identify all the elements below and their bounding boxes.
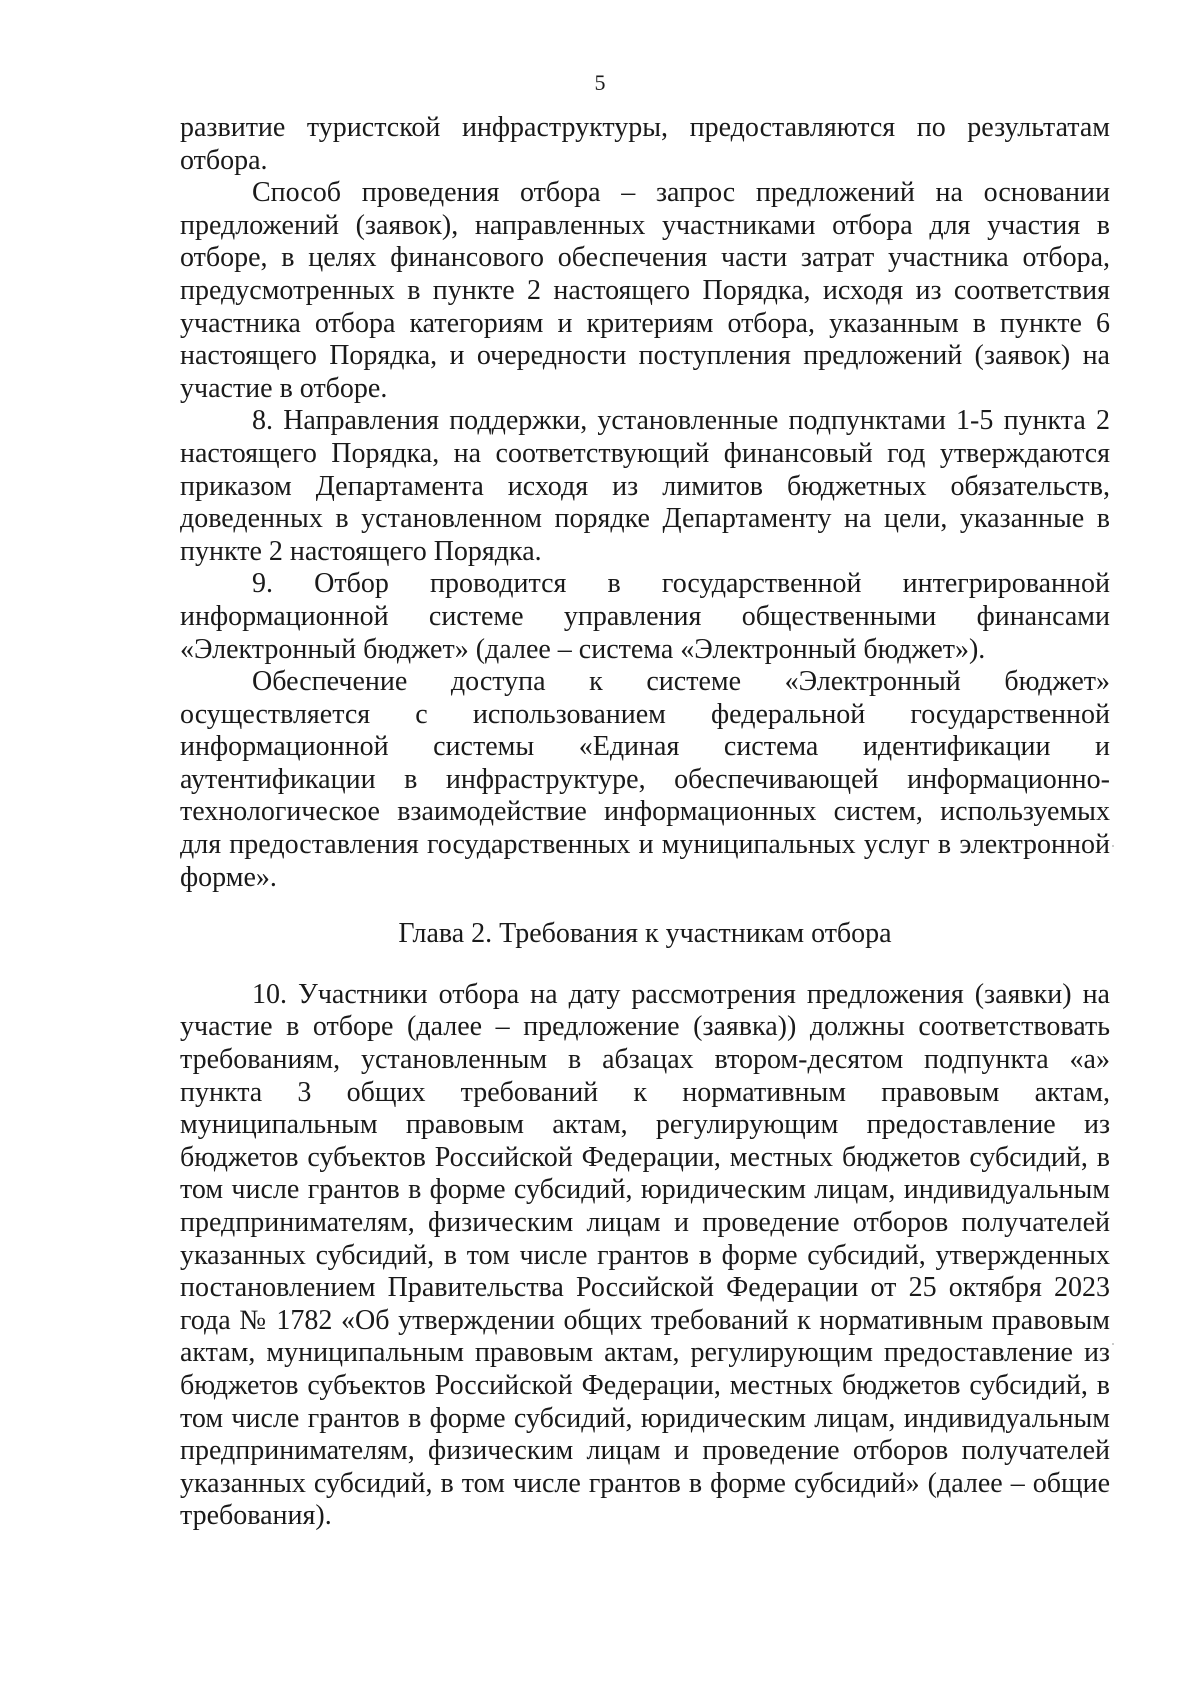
chapter-heading: Глава 2. Требования к участникам отбора xyxy=(398,918,892,950)
document-body xyxy=(180,112,1110,1533)
page-number: 5 xyxy=(594,70,606,95)
scan-speck xyxy=(1112,1343,1114,1345)
paragraph-access: Обеспечение доступа к системе «Электронный бюджет» осуществляется с использованием федеральной государственной информационной системы «Единая система идентификации и аутентификации в инфраструктуре, обеспечивающей информационно-технологическое взаимодействие информационных систем, используемых для предоставления государственных и муниципальных услуг в электронной форме». xyxy=(180,666,1110,893)
scan-speck xyxy=(1112,845,1114,847)
paragraph-selection-method: Способ проведения отбора – запрос предложений на основании предложений (заявок), направленных участниками отбора для участия в отборе, в целях финансового обеспечения части затрат участника отбора, предусмотренных в пункте 2 настоящего Порядка, исходя из соответствия участника отбора категориям и критериям отбора, указанным в пункте 6 настоящего Порядка, и очередности поступления предложений (заявок) на участие в отборе. xyxy=(180,177,1110,404)
paragraph-item-9: 9. Отбор проводится в государственной интегрированной информационной системе управления общественными финансами «Электронный бюджет» (далее – система «Электронный бюджет»). xyxy=(180,568,1110,665)
paragraph-item-10: 10. Участники отбора на дату рассмотрения предложения (заявки) на участие в отборе (далее – предложение (заявка)) должны соответствовать требованиям, установленным в абзацах втором-десятом подпункта «а» пункта 3 общих требований к нормативным правовым актам, муниципальным правовым актам, регулирующим предоставление из бюджетов субъектов Российской Федерации, местных бюджетов субсидий, в том числе грантов в форме субсидий, юридическим лицам, индивидуальным предпринимателям, физическим лицам и проведение отборов получателей указанных субсидий, в том числе грантов в форме субсидий, утвержденных постановлением Правительства Российской Федерации от 25 октября 2023 года № 1782 «Об утверждении общих требований к нормативным правовым актам, муниципальным правовым актам, регулирующим предоставление из бюджетов субъектов Российской Федерации, местных бюджетов субсидий, в том числе грантов в форме субсидий, юридическим лицам, индивидуальным предпринимателям, физическим лицам и проведение отборов получателей указанных субсидий, в том числе грантов в форме субсидий» (далее – общие требования). xyxy=(180,978,1110,1532)
paragraph-item-8: 8. Направления поддержки, установленные подпунктами 1-5 пункта 2 настоящего Порядка, на соответствующий финансовый год утверждаются приказом Департамента исходя из лимитов бюджетных обязательств, доведенных в установленном порядке Департаменту на цели, указанные в пункте 2 настоящего Порядка. xyxy=(180,405,1110,567)
paragraph-continuation: развитие туристской инфраструктуры, предоставляются по результатам отбора. xyxy=(180,112,1110,176)
